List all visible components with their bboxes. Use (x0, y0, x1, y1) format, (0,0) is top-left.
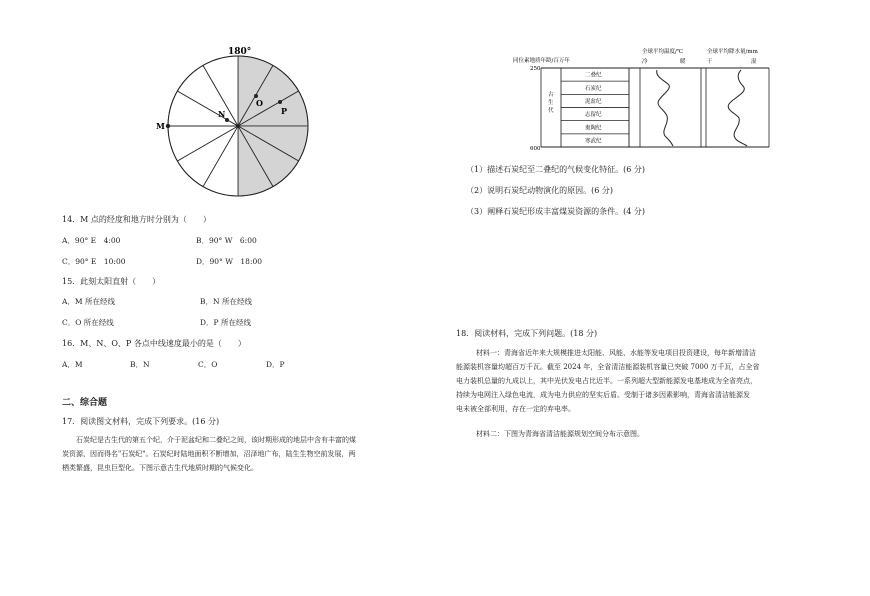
q18-m1-line2: 能源装机容量均超百万千瓦。截至 2024 年，全省清洁能源装机容量已突破 7000 万千瓦，占全省 (456, 363, 760, 371)
q18-m1-line1: 材料一：青海省近年来大规模推进太阳能、风能、水能等发电项目投资建设，每年新增清洁 (476, 349, 756, 357)
chart-precip-title: 全球平均降水量/mm (707, 49, 758, 55)
chart-temp-cold: 冷 (642, 59, 648, 65)
period-label: 奥陶纪 (585, 125, 602, 132)
precipitation-curve (728, 70, 747, 146)
label-o: O (256, 98, 263, 108)
polar-diagram (156, 40, 320, 210)
section2-title: 二、综合题 (62, 398, 108, 408)
temperature-curve (657, 70, 673, 146)
chart-temp-title: 全球平均温度/℃ (642, 49, 684, 55)
period-label: 志留纪 (585, 112, 602, 119)
period-label: 石炭纪 (585, 85, 602, 92)
chart-era-char1: 古 (548, 92, 554, 98)
q14-stem: 14．M 点的经度和地方时分别为（ ） (62, 215, 211, 224)
q16-option-b[interactable]: B．N (130, 360, 150, 369)
chart-era-char3: 代 (548, 108, 554, 114)
point-p (278, 100, 282, 104)
q16-option-d[interactable]: D．P (266, 360, 285, 369)
q18-m1-line4: 持续为电网注入绿色电流，成为电力供应的坚实后盾。受制于诸多因素影响，青海省清洁能源发 (456, 391, 750, 399)
period-label: 寒武纪 (585, 138, 602, 145)
q14-option-a[interactable]: A．90° E 4:00 (62, 236, 121, 245)
q18-material2: 材料二：下图为青海省清洁能源规划空间分布示意图。 (476, 430, 644, 438)
q15-option-b[interactable]: B．N 所在经线 (200, 297, 252, 306)
period-label: 二叠纪 (585, 72, 602, 79)
q18-stem: 18．阅读材料，完成下列问题。(18 分) (456, 329, 598, 338)
q17-stem: 17．阅读图文材料，完成下列要求。(16 分) (62, 417, 220, 426)
q15-option-d[interactable]: D．P 所在经线 (200, 318, 251, 327)
chart-age-bottom: 600 (530, 146, 541, 152)
chart-precip-dry: 干 (707, 59, 713, 65)
chart-precip-wet: 湿 (751, 59, 757, 65)
q15-option-c[interactable]: C．O 所在经线 (62, 318, 114, 327)
label-m: M (156, 121, 165, 131)
period-label: 泥盆纪 (585, 98, 602, 105)
q14-option-b[interactable]: B．90° W 6:00 (196, 236, 257, 245)
q17-sub2: （2）说明石炭纪动物演化的原因。(6 分) (466, 186, 613, 195)
q18-m1-line5: 电未被全部利用，存在一定的弃电率。 (456, 405, 575, 413)
climate-chart (505, 44, 775, 156)
label-180: 180° (228, 47, 252, 57)
q16-option-a[interactable]: A．M (62, 360, 83, 369)
q15-stem: 15．此刻太阳直射（ ） (62, 277, 161, 286)
chart-age-top: 250 (530, 66, 541, 72)
label-n: N (218, 109, 226, 119)
period-rows (561, 68, 629, 147)
q17-material (62, 433, 422, 475)
q16-option-c[interactable]: C．O (198, 360, 218, 369)
point-n (225, 118, 229, 122)
chart-era-char2: 生 (548, 100, 554, 106)
q18-m1-line3: 电力装机总量的九成以上，其中光伏发电占比近半。一系列超大型新能源发电基地成为全省亮点， (456, 377, 757, 385)
q17-material-line2: 炭资源，因而得名"石炭纪"。石炭纪时陆地面积不断增加，沼泽地广布，陆生生物空前发展，两 (62, 450, 356, 458)
chart-age-title: 同位素地质年龄/百万年 (513, 58, 570, 64)
q16-stem: 16．M、N、O、P 各点中线速度最小的是（ ） (62, 339, 246, 348)
q17-sub1: （1）描述石炭纪至二叠纪的气候变化特征。(6 分) (466, 165, 645, 174)
q17-sub3: （3）阐释石炭纪形成丰富煤炭资源的条件。(4 分) (466, 207, 645, 216)
q17-material-line1: 石炭纪是古生代的第五个纪，介于泥盆纪和二叠纪之间，该时期形成的地层中含有丰富的煤 (76, 436, 356, 444)
label-p: P (281, 106, 288, 116)
q14-option-d[interactable]: D．90° W 18:00 (196, 257, 263, 266)
q14-option-c[interactable]: C．90° E 10:00 (62, 257, 126, 266)
q15-option-a[interactable]: A．M 所在经线 (62, 297, 115, 306)
q18-material1 (456, 346, 826, 416)
q17-material-line3: 栖类繁盛，昆虫巨型化。下图示意古生代地质时期的气候变化。 (62, 464, 258, 472)
chart-temp-warm: 暖 (680, 59, 686, 65)
